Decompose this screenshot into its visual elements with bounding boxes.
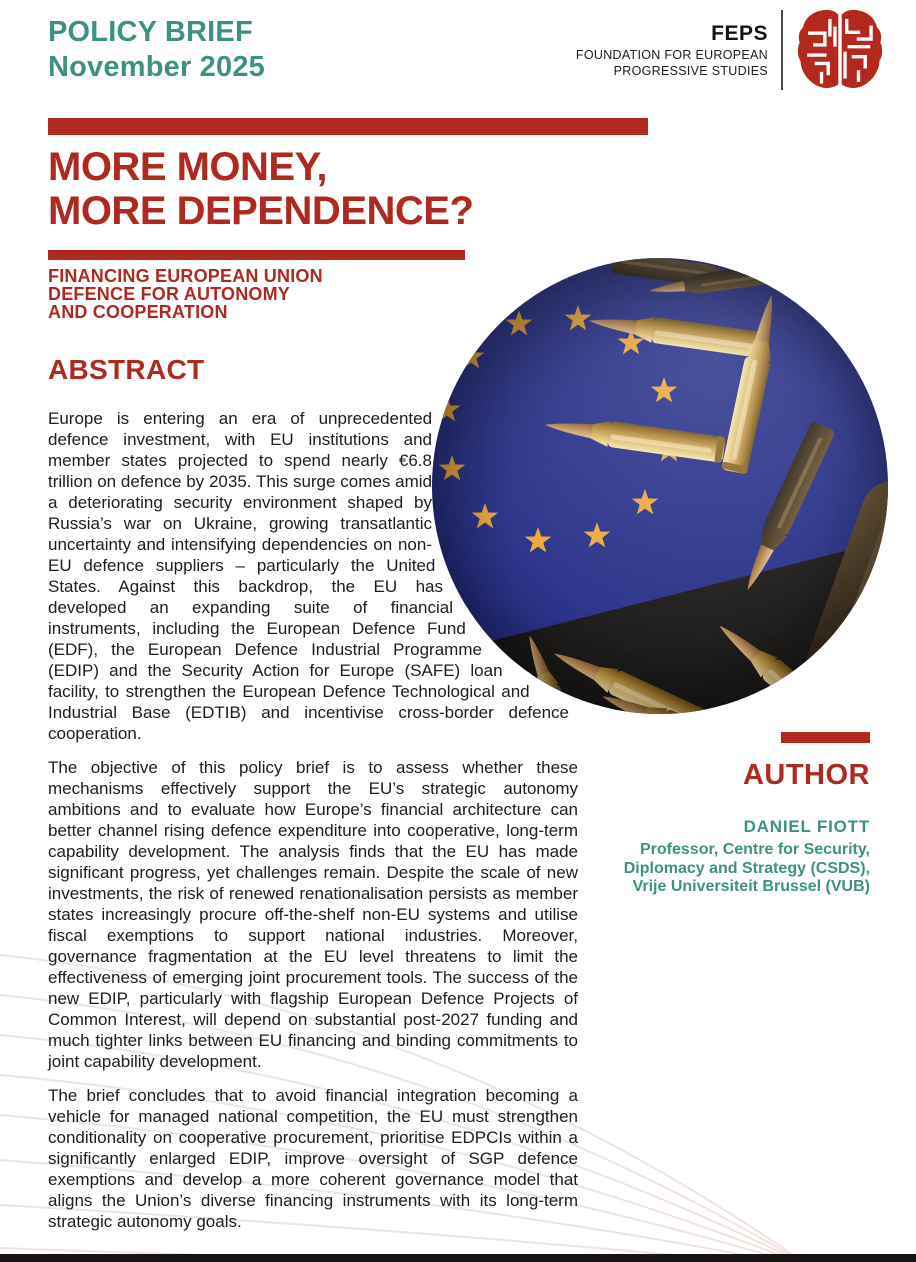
author-affiliation-line2: Diplomacy and Strategy (CSDS), bbox=[623, 859, 870, 877]
subtitle-line1: FINANCING EUROPEAN UNION bbox=[48, 266, 323, 286]
logo-divider bbox=[781, 10, 783, 90]
feps-name-line1: FOUNDATION FOR EUROPEAN bbox=[575, 48, 768, 62]
main-text-column bbox=[48, 267, 578, 1245]
page-title-line2: MORE DEPENDENCE? bbox=[48, 189, 474, 233]
top-rule bbox=[48, 118, 648, 135]
publication-type-label: POLICY BRIEF bbox=[48, 16, 253, 48]
author-affiliation bbox=[624, 841, 870, 897]
feps-name-line2: PROGRESSIVE STUDIES bbox=[613, 64, 768, 78]
author-heading: AUTHOR bbox=[742, 759, 870, 791]
author-name: DANIEL FIOTT bbox=[743, 817, 870, 836]
mid-rule bbox=[48, 250, 465, 260]
abstract-paragraph-2: The objective of this policy brief is to assess whether these mechanisms effectively support the EU’s strategic autonomy ambitions and to evaluate how Europe’s financial architecture can better channel rising defence expenditure into cooperative, long-term capability development. The analysis finds that the EU has made significant progress, yet challenges remain. Despite the scale of new investments, the risk of renewed renationalisation persists as member states increasingly procure off-the-shelf non-EU systems and utilise fiscal exemptions to support national industries. Moreover, governance fragmentation at the EU level threatens to limit the effectiveness of emerging joint procurement tools. The success of the new EDIP, particularly with flagship European Defence Projects of Common Interest, will depend on substantial post-2027 funding and much tighter links between EU financing and binding commitments to joint capability development. bbox=[48, 758, 578, 1071]
feps-acronym: FEPS bbox=[711, 22, 768, 45]
author-block bbox=[624, 732, 870, 897]
issue-date: November 2025 bbox=[48, 51, 265, 83]
feps-brain-icon bbox=[796, 8, 884, 92]
abstract-paragraph-3: The brief concludes that to avoid financial integration becoming a vehicle for managed national competition, the EU must strengthen conditionality on cooperative procurement, prioritise EDPCIs within a significantly enlarged EDIP, improve oversight of SGP defence exemptions and develop a more coherent governance model that aligns the Union’s diverse financing instruments with its long-term strategic autonomy goals. bbox=[48, 1086, 578, 1231]
author-rule bbox=[781, 732, 870, 743]
footer-bar bbox=[0, 1254, 916, 1262]
abstract-paragraph-1: Europe is entering an era of unprecedented defence investment, with EU institutions and member states projected to spend nearly €6.8 trillion on defence by 2035. This surge comes amid a deteriorating security environment shaped by Russia’s war on Ukraine, growing transatlantic uncertainty and intensifying dependencies on non-EU defence suppliers – particularly the United States. Against this backdrop, the EU has developed an expanding suite of financial instruments, including the European Defence Fund (EDF), the European Defence Industrial Programme (EDIP) and the Security Action for Europe (SAFE) loan facility, to strengthen the European Defence Technological and Industrial Base (EDTIB) and incentivise cross-border defence cooperation. bbox=[48, 409, 569, 743]
author-affiliation-line3: Vrije Universiteit Brussel (VUB) bbox=[632, 878, 870, 895]
subtitle-line3: AND COOPERATION bbox=[48, 302, 228, 322]
header-kicker-block bbox=[48, 15, 265, 85]
author-affiliation-line1: Professor, Centre for Security, bbox=[640, 841, 870, 858]
feps-logo-text bbox=[576, 21, 768, 79]
page-title-line1: MORE MONEY, bbox=[48, 145, 327, 189]
abstract-heading: ABSTRACT bbox=[48, 354, 205, 385]
feps-logo bbox=[576, 8, 884, 92]
subtitle-line2: DEFENCE FOR AUTONOMY bbox=[48, 284, 291, 304]
page-title bbox=[48, 145, 473, 233]
